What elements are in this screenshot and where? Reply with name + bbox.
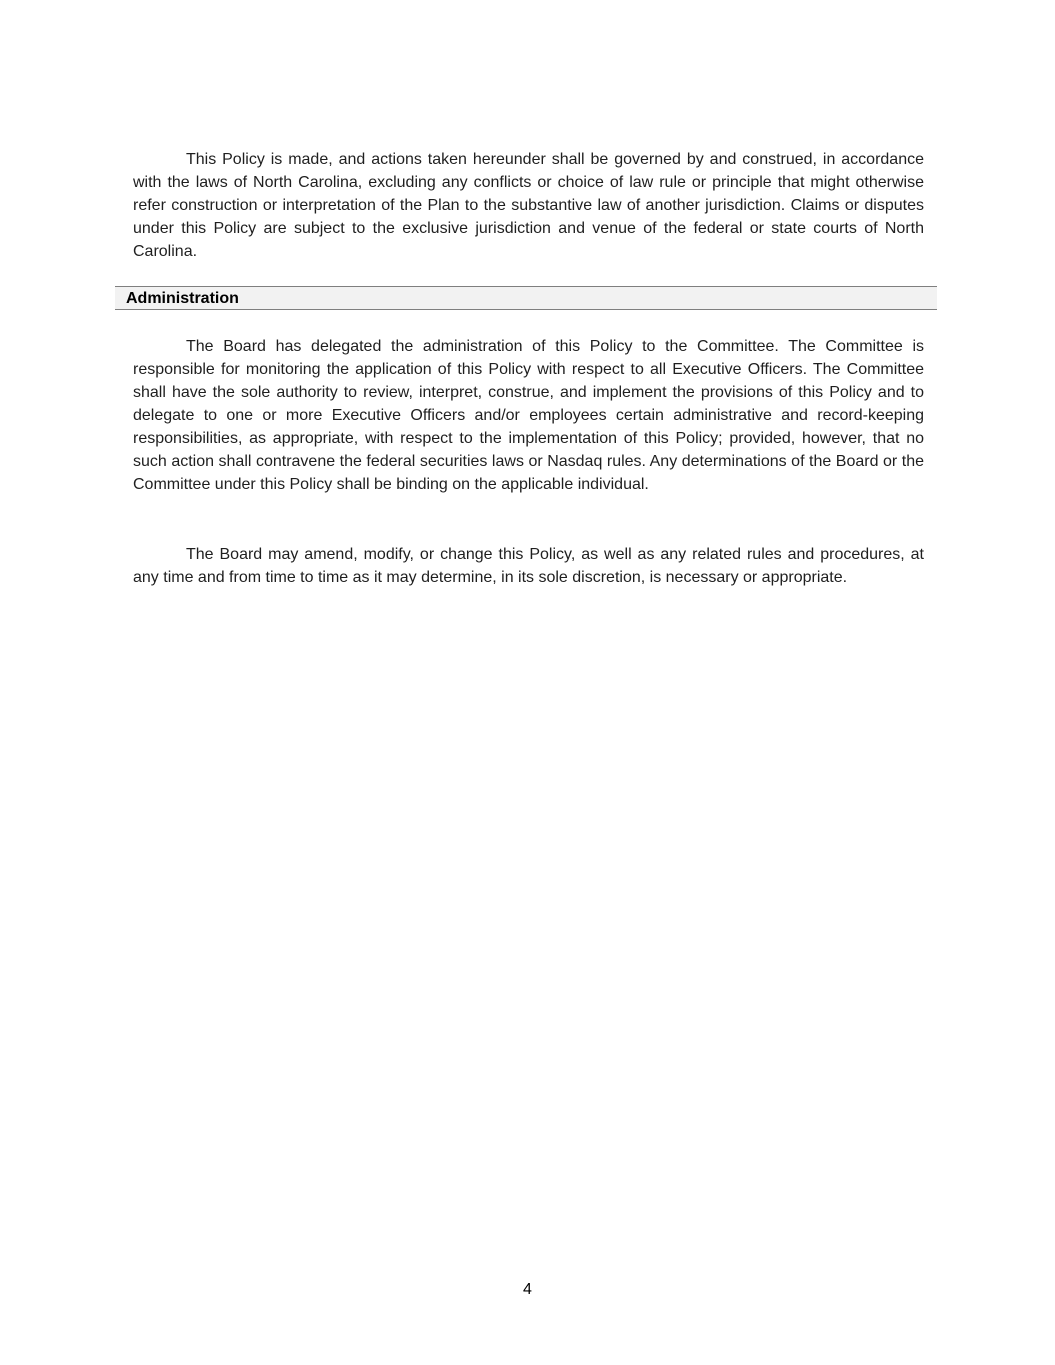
section-title: Administration — [126, 290, 239, 307]
governing-law-paragraph: This Policy is made, and actions taken hereunder shall be governed by and construed, in accordance with the laws of North Carolina, excluding any conflicts or choice of law rule or principle that might otherwise refer construction or interpretation of the Plan to the substantive law of another jurisdiction. Claims or disputes under this Policy are subject to the exclusive jurisdiction and venue of the federal or state courts of North Carolina. — [133, 151, 924, 260]
administration-paragraph: The Board has delegated the administration of this Policy to the Committee. The Committee is responsible for monitoring the application of this Policy with respect to all Executive Officers. The Committee shall have the sole authority to review, interpret, construe, and implement the provisions of this Policy and to delegate to one or more Executive Officers and/or employees certain administrative and record-keeping responsibilities, as appropriate, with respect to the implementation of this Policy; provided, however, that no such action shall contravene the federal securities laws or Nasdaq rules. Any determinations of the Board or the Committee under this Policy shall be binding on the applicable individual. — [133, 338, 924, 493]
amendment-paragraph: The Board may amend, modify, or change this Policy, as well as any related rules and procedures, at any time and from time to time as it may determine, in its sole discretion, is necessary or appropriate. — [133, 546, 924, 586]
page-number: 4 — [523, 1281, 532, 1298]
section-header-administration — [115, 286, 937, 310]
